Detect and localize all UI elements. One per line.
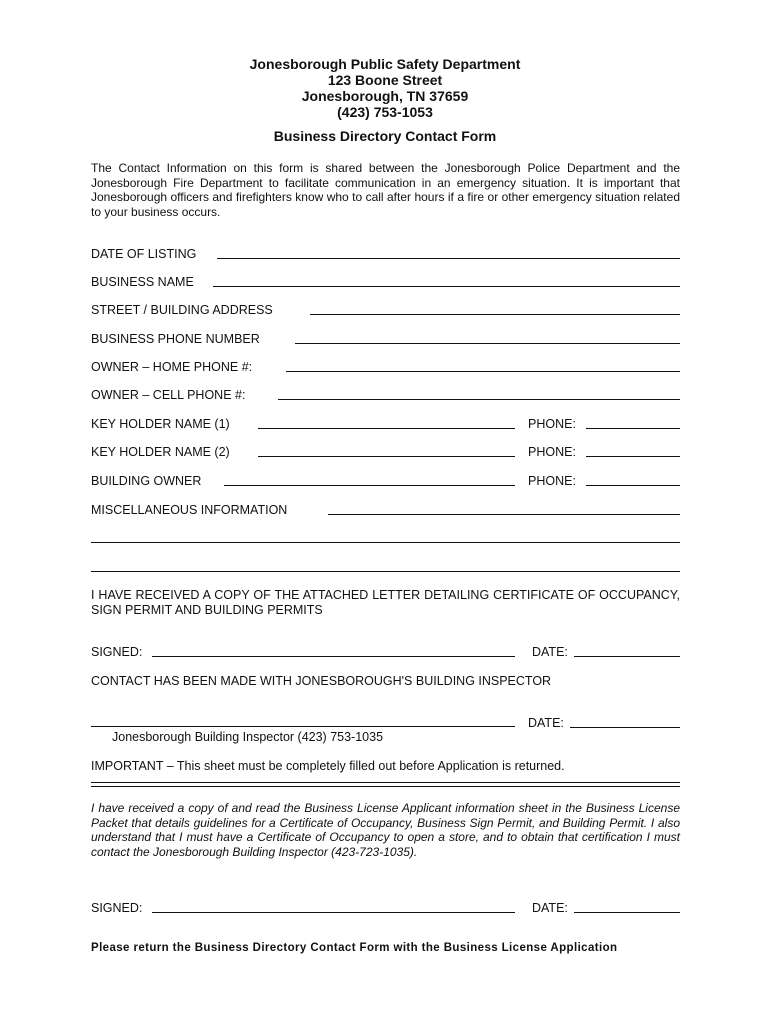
owner-home-phone-label: OWNER – HOME PHONE #:	[91, 360, 253, 374]
owner-cell-phone-line[interactable]	[278, 399, 680, 400]
date-line-1[interactable]	[574, 656, 680, 657]
divider-bottom	[91, 786, 680, 787]
owner-home-phone-line[interactable]	[286, 371, 680, 372]
important-notice: IMPORTANT – This sheet must be completely filled out before Application is returned.	[91, 759, 565, 773]
date-label-3: DATE:	[532, 901, 568, 915]
misc-info-line-1[interactable]	[328, 514, 680, 515]
inspector-phone-line: Jonesborough Building Inspector (423) 753-1035	[112, 730, 384, 744]
return-note: Please return the Business Directory Contact Form with the Business License Application	[91, 942, 618, 954]
key-holder-2-phone-label: PHONE:	[528, 445, 576, 459]
street-address-line[interactable]	[310, 314, 680, 315]
date-of-listing-label: DATE OF LISTING	[91, 247, 197, 261]
building-owner-line[interactable]	[224, 485, 515, 486]
building-owner-phone-label: PHONE:	[528, 474, 576, 488]
inspector-contact-text: CONTACT HAS BEEN MADE WITH JONESBOROUGH'S BUILDING INSPECTOR	[91, 674, 552, 688]
key-holder-1-phone-line[interactable]	[586, 428, 680, 429]
form-title: Business Directory Contact Form	[273, 128, 497, 144]
date-line-2[interactable]	[570, 727, 680, 728]
building-owner-phone-line[interactable]	[586, 485, 680, 486]
divider-top	[91, 782, 680, 783]
date-label-1: DATE:	[532, 645, 568, 659]
city-state-zip: Jonesborough, TN 37659	[301, 88, 469, 104]
organization-name: Jonesborough Public Safety Department	[249, 56, 521, 72]
key-holder-2-label: KEY HOLDER NAME (2)	[91, 445, 230, 459]
key-holder-1-line[interactable]	[258, 428, 515, 429]
acknowledgement-text: I HAVE RECEIVED A COPY OF THE ATTACHED LETTER DETAILING CERTIFICATE OF OCCUPANCY, SIGN PERMIT AND BUILDING PERMITS	[91, 588, 680, 617]
key-holder-2-line[interactable]	[258, 456, 515, 457]
misc-info-line-2[interactable]	[91, 542, 680, 543]
business-phone-line[interactable]	[295, 343, 680, 344]
inspector-signature-line[interactable]	[91, 726, 515, 727]
signed-label-1: SIGNED:	[91, 645, 143, 659]
signature-line-2[interactable]	[152, 912, 515, 913]
key-holder-2-phone-line[interactable]	[586, 456, 680, 457]
certification-text: I have received a copy of and read the Business License Applicant information sheet in the Business License Packet that details guidelines for a Certificate of Occupancy, Business Sign Permit, and Building Permit. I also understand that I must have a Certificate of Occupancy to open a store, and to obtain that certification I must contact the Jonesborough Building Inspector (423-723-1035).	[91, 801, 680, 859]
street-address: 123 Boone Street	[327, 72, 443, 88]
key-holder-1-phone-label: PHONE:	[528, 417, 576, 431]
business-phone-label: BUSINESS PHONE NUMBER	[91, 332, 260, 346]
signed-label-2: SIGNED:	[91, 901, 143, 915]
street-address-label: STREET / BUILDING ADDRESS	[91, 303, 273, 317]
business-name-line[interactable]	[213, 286, 680, 287]
date-label-2: DATE:	[528, 716, 564, 730]
owner-cell-phone-label: OWNER – CELL PHONE #:	[91, 388, 246, 402]
intro-paragraph: The Contact Information on this form is shared between the Jonesborough Police Department and the Jonesborough Fire Department to facilitate communication in an emergency situation. It is important that Jonesborough officers and firefighters know who to call after hours if a fire or other emergency situation related to your business occurs.	[91, 161, 680, 219]
date-line-3[interactable]	[574, 912, 680, 913]
date-of-listing-line[interactable]	[217, 258, 680, 259]
key-holder-1-label: KEY HOLDER NAME (1)	[91, 417, 230, 431]
building-owner-label: BUILDING OWNER	[91, 474, 202, 488]
misc-info-line-3[interactable]	[91, 571, 680, 572]
misc-info-label: MISCELLANEOUS INFORMATION	[91, 503, 288, 517]
signature-line-1[interactable]	[152, 656, 515, 657]
department-phone: (423) 753-1053	[337, 104, 433, 120]
business-name-label: BUSINESS NAME	[91, 275, 194, 289]
